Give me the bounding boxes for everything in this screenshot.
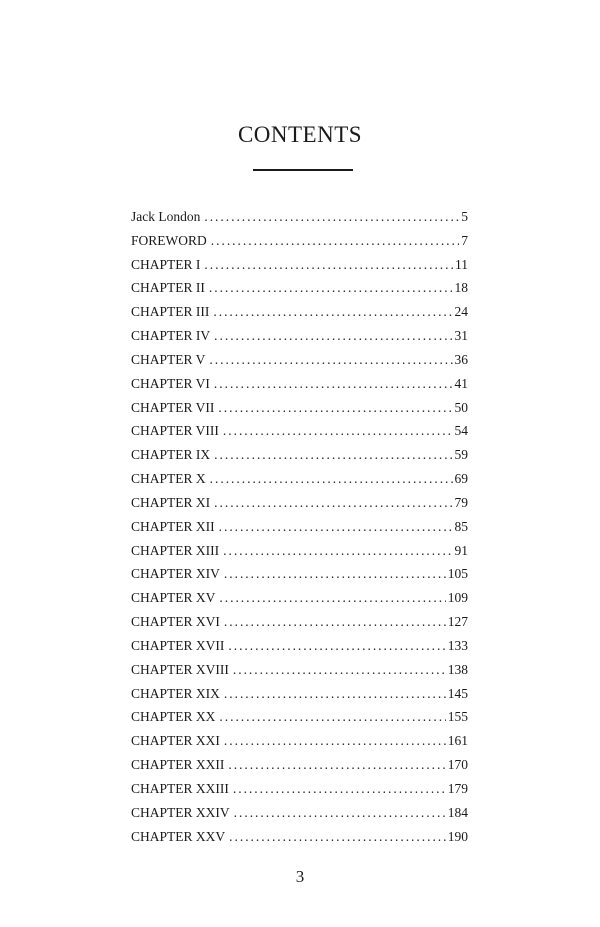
toc-entry-page: 50: [454, 399, 468, 415]
page-number: 3: [295, 867, 305, 886]
dot-leader: [214, 443, 452, 467]
toc-entry-page: 7: [461, 232, 468, 248]
toc-entry[interactable]: [131, 610, 468, 634]
toc-entry-label: CHAPTER VIII: [131, 423, 219, 439]
dot-leader: [209, 348, 452, 372]
toc-entry-label: CHAPTER XXV: [131, 828, 226, 844]
toc-entry-label: FOREWORD: [131, 232, 207, 248]
toc-entry-page: 109: [447, 590, 468, 606]
toc-entry-page: 85: [454, 518, 468, 534]
toc-entry-page: 69: [454, 471, 468, 487]
dot-leader: [223, 419, 453, 443]
toc-entry[interactable]: [131, 443, 468, 467]
dot-leader: [213, 300, 452, 324]
dot-leader: [219, 586, 445, 610]
toc-entry[interactable]: [131, 324, 468, 348]
toc-entry[interactable]: [131, 705, 468, 729]
dot-leader: [234, 801, 446, 825]
toc-entry[interactable]: [131, 562, 468, 586]
toc-entry[interactable]: [131, 372, 468, 396]
dot-leader: [204, 205, 459, 229]
toc-entry-page: 24: [454, 304, 468, 320]
toc-entry-label: CHAPTER VI: [131, 375, 210, 391]
toc-entry-label: CHAPTER XIV: [131, 566, 220, 582]
toc-entry-page: 41: [454, 375, 468, 391]
dot-leader: [218, 396, 452, 420]
dot-leader: [214, 324, 452, 348]
toc-entry[interactable]: [131, 515, 468, 539]
dot-leader: [219, 515, 453, 539]
toc-entry-label: CHAPTER XXIII: [131, 780, 229, 796]
toc-entry-label: CHAPTER XVI: [131, 614, 220, 630]
toc-entry-label: CHAPTER XI: [131, 494, 211, 510]
page-title: CONTENTS: [237, 122, 363, 147]
dot-leader: [224, 562, 446, 586]
dot-leader: [210, 467, 453, 491]
toc-entry-page: 179: [447, 780, 468, 796]
toc-entry-label: CHAPTER IX: [131, 447, 211, 463]
toc-entry-label: CHAPTER XIII: [131, 542, 220, 558]
toc-entry[interactable]: [131, 348, 468, 372]
toc-entry-page: 105: [447, 566, 468, 582]
toc-entry[interactable]: [131, 586, 468, 610]
toc-entry-label: CHAPTER XXII: [131, 757, 225, 773]
toc-entry[interactable]: [131, 753, 468, 777]
dot-leader: [214, 372, 453, 396]
dot-leader: [224, 682, 446, 706]
toc-entry[interactable]: [131, 801, 468, 825]
dot-leader: [209, 276, 453, 300]
toc-entry[interactable]: [131, 300, 468, 324]
dot-leader: [233, 658, 446, 682]
toc-entry[interactable]: [131, 658, 468, 682]
toc-entry-page: 161: [447, 733, 468, 749]
toc-entry[interactable]: [131, 229, 468, 253]
dot-leader: [211, 229, 459, 253]
toc-entry-label: CHAPTER XII: [131, 518, 215, 534]
toc-entry-page: 133: [447, 637, 468, 653]
toc-entry-page: 54: [454, 423, 468, 439]
toc-entry-page: 59: [454, 447, 468, 463]
toc-entry[interactable]: [131, 491, 468, 515]
dot-leader: [219, 705, 445, 729]
toc-entry-page: 170: [447, 757, 468, 773]
toc-entry-label: CHAPTER X: [131, 471, 206, 487]
toc-entry-label: CHAPTER XXIV: [131, 804, 230, 820]
dot-leader: [228, 753, 445, 777]
toc-entry-page: 145: [447, 685, 468, 701]
toc-entry-page: 79: [454, 494, 468, 510]
table-of-contents: [131, 205, 468, 848]
toc-entry[interactable]: [131, 825, 468, 849]
toc-entry[interactable]: [131, 396, 468, 420]
toc-entry-page: 184: [447, 804, 468, 820]
dot-leader: [224, 610, 446, 634]
toc-entry-label: CHAPTER V: [131, 351, 206, 367]
toc-entry-label: CHAPTER IV: [131, 328, 211, 344]
toc-entry[interactable]: [131, 729, 468, 753]
toc-entry-page: 138: [447, 661, 468, 677]
dot-leader: [224, 729, 446, 753]
toc-entry-page: 11: [455, 256, 468, 272]
toc-entry[interactable]: [131, 682, 468, 706]
toc-entry-page: 127: [447, 614, 468, 630]
toc-entry-page: 5: [461, 209, 468, 224]
dot-leader: [229, 825, 446, 849]
toc-entry[interactable]: [131, 777, 468, 801]
toc-entry-page: 155: [447, 709, 468, 725]
title-divider: [253, 169, 353, 171]
toc-entry[interactable]: [131, 276, 468, 300]
toc-entry[interactable]: [131, 205, 468, 229]
toc-entry-label: CHAPTER XIX: [131, 685, 220, 701]
toc-entry[interactable]: [131, 539, 468, 563]
toc-entry-page: 190: [447, 828, 468, 844]
toc-entry-label: CHAPTER I: [131, 256, 201, 272]
toc-entry-page: 31: [454, 328, 468, 344]
toc-entry-label: CHAPTER XXI: [131, 733, 220, 749]
toc-entry[interactable]: [131, 467, 468, 491]
toc-entry-label: CHAPTER II: [131, 280, 205, 296]
toc-entry-page: 36: [454, 351, 468, 367]
dot-leader: [223, 539, 452, 563]
toc-entry-label: CHAPTER III: [131, 304, 210, 320]
dot-leader: [204, 253, 453, 277]
toc-entry-label: CHAPTER XX: [131, 709, 216, 725]
toc-entry-label: CHAPTER XVIII: [131, 661, 229, 677]
dot-leader: [233, 777, 446, 801]
dot-leader: [214, 491, 452, 515]
toc-entry-label: CHAPTER XV: [131, 590, 216, 606]
toc-entry[interactable]: [131, 634, 468, 658]
dot-leader: [228, 634, 445, 658]
toc-entry-page: 91: [454, 542, 468, 558]
toc-entry-label: CHAPTER XVII: [131, 637, 225, 653]
toc-entry-label: CHAPTER VII: [131, 399, 215, 415]
toc-entry-label: Jack London: [131, 209, 201, 224]
toc-entry-page: 18: [454, 280, 468, 296]
toc-entry[interactable]: [131, 253, 468, 277]
toc-entry[interactable]: [131, 419, 468, 443]
